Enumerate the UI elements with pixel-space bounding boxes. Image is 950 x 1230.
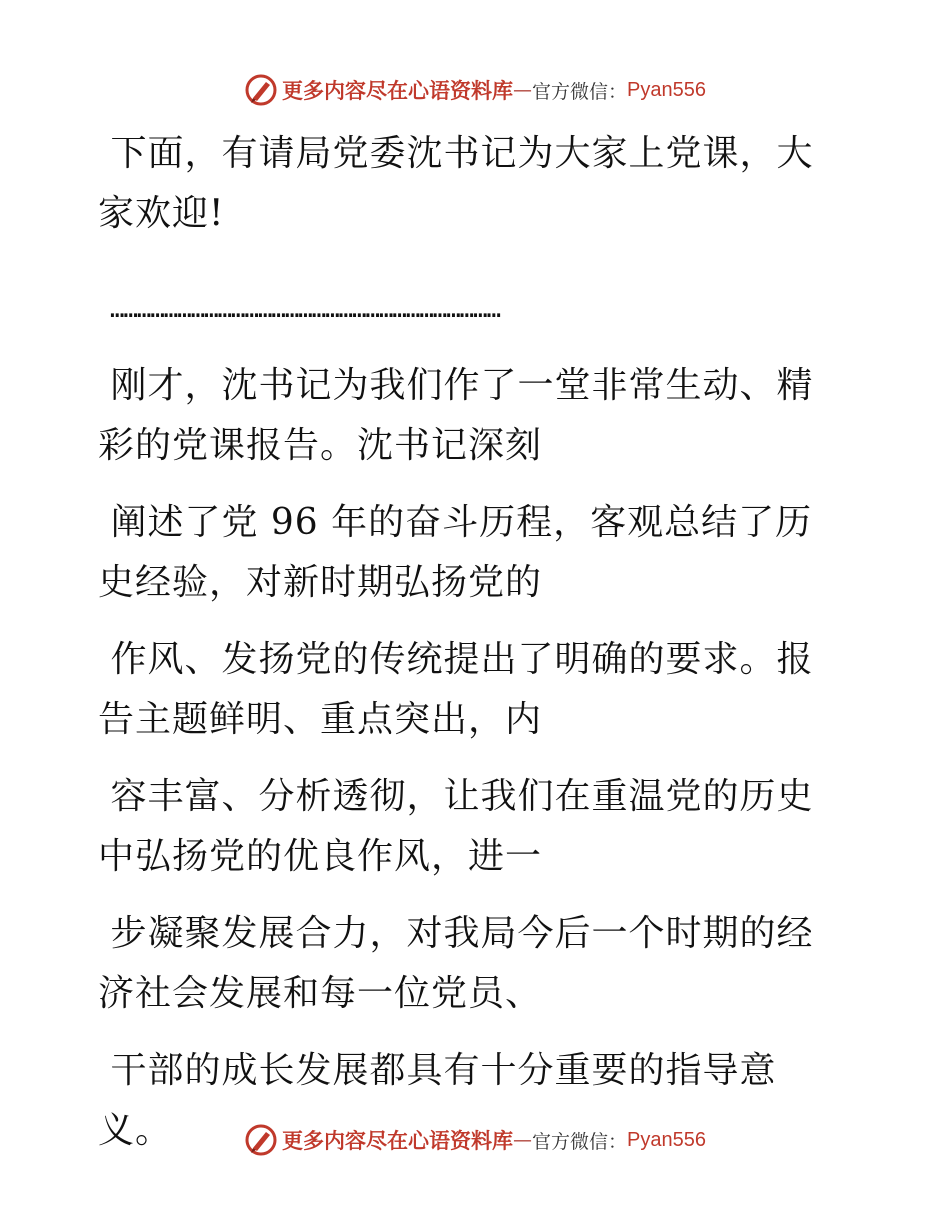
header-wechat-handle: Pyan556	[627, 78, 706, 101]
paragraph-body-1: 刚才，沈书记为我们作了一堂非常生动、精彩的党课报告。沈书记深刻	[98, 365, 814, 466]
paragraph-body-3: 作风、发扬党的传统提出了明确的要求。报告主题鲜明、重点突出，内	[98, 639, 814, 740]
pen-logo-icon	[244, 73, 278, 107]
footer-banner	[0, 1120, 950, 1160]
paragraph-body-6: 干部的成长发展都具有十分重要的指导意义。	[98, 1050, 777, 1151]
separator-ellipsis: ……………………………………………………………………………	[110, 295, 501, 323]
paragraph-body-4: 容丰富、分析透彻，让我们在重温党的历史中弘扬党的优良作风，进一	[98, 776, 814, 877]
document-body	[98, 124, 838, 1178]
header-dash: —	[513, 79, 532, 101]
header-wechat-label: 官方微信：	[532, 80, 628, 103]
footer-wechat-handle: Pyan556	[627, 1128, 706, 1151]
footer-dash: —	[513, 1129, 532, 1151]
paragraph-body-2: 阐述了党 96 年的奋斗历程，客观总结了历史经验，对新时期弘扬党的	[98, 502, 813, 603]
paragraph-intro: 下面，有请局党委沈书记为大家上党课，大家欢迎!	[98, 133, 814, 234]
footer-wechat-label: 官方微信：	[532, 1130, 628, 1153]
footer-brand-text: 更多内容尽在心语资料库	[282, 1128, 513, 1153]
paragraph-body-5: 步凝聚发展合力，对我局今后一个时期的经济社会发展和每一位党员、	[98, 913, 814, 1014]
pen-logo-icon	[244, 1123, 278, 1157]
header-brand-text: 更多内容尽在心语资料库	[282, 78, 513, 103]
header-banner	[0, 70, 950, 110]
